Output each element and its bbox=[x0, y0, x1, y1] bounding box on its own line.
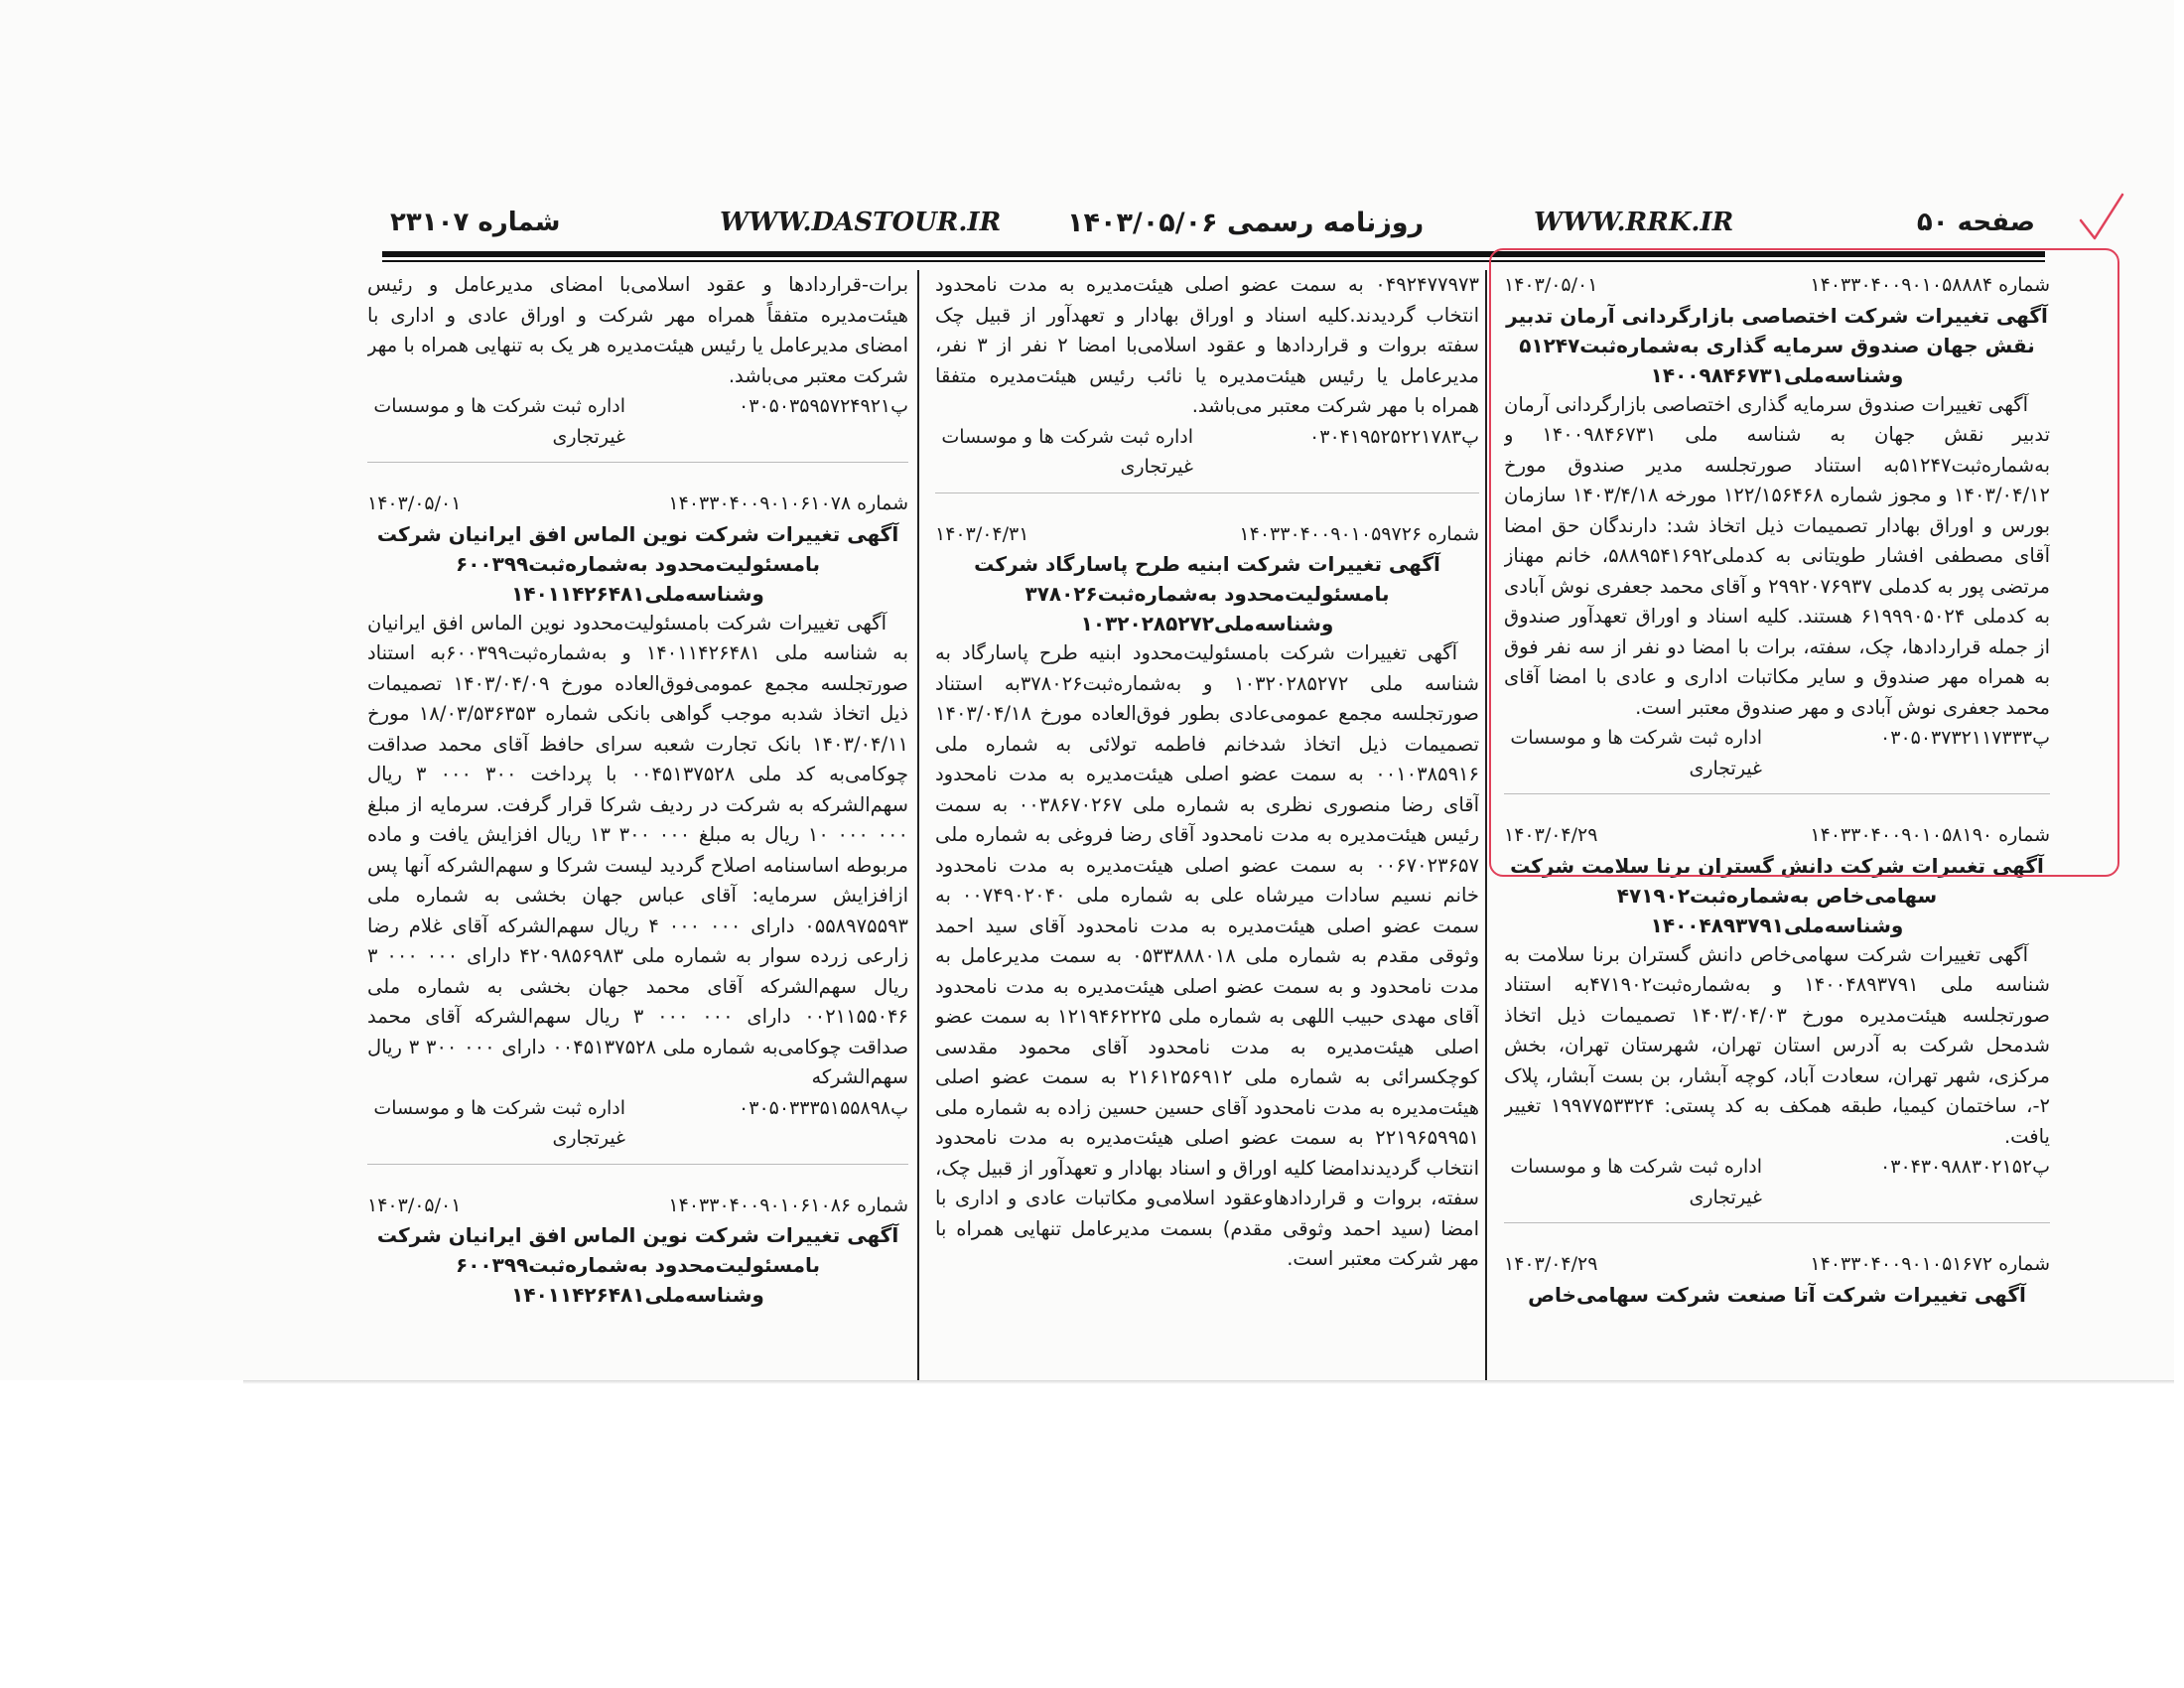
notice-divider bbox=[1504, 1222, 2050, 1223]
page-number: صفحه ۵۰ bbox=[1916, 208, 2035, 237]
notice-number: شماره ۱۴۰۳۳۰۴۰۰۹۰۱۰۶۱۰۸۶ bbox=[668, 1194, 908, 1216]
notice bbox=[1504, 1249, 2050, 1310]
notice-reference: پ۰۳۰۴۳۰۹۸۸۳۰۲۱۵۲ bbox=[1880, 1156, 2050, 1178]
notice bbox=[367, 1191, 908, 1311]
notice-date: ۱۴۰۳/۰۵/۰۱ bbox=[367, 492, 462, 514]
notice-footer bbox=[367, 1093, 908, 1154]
notice-body: آگهی تغییرات صندوق سرمایه گذاری اختصاصی بازارگردانی آرمان تدبیر نقش جهان به شناسه ملی ۱۴۰۰۹۸۴۶۷۳۱ و به‌شماره‌ثبت۵۱۲۴۷به استناد صورتجلسه مدیر صندوق مورخ ۱۴۰۳/۰۴/۱۲ و مجوز شماره ۱۲۲/۱۵۶۴۶۸ مورخه ۱۴۰۳/۴/۱۸ سازمان بورس و اوراق بهادار تصمیمات ذیل اتخاذ شد: دارندگان حق امضا آقای مصطفی افشار طویتانی به کدملی۵۸۸۹۵۴۱۶۹۲، خانم مهناز مرتضی پور به کدملی ۲۹۹۲۰۷۶۹۳۷ و آقای محمد جعفری نوش آبادی به کدملی ۶۱۹۹۹۰۵۰۲۴ هستند. کلیه اسناد و اوراق تعهدآور صندوق از جمله قراردادها، چک، سفته، برات با امضا دو نفر از سه نفر فوق به همراه مهر صندوق و سایر مکاتبات اداری و عادی با امضا آقای محمد جعفری نوش آبادی و مهر صندوق معتبر است. bbox=[1504, 392, 2050, 719]
notice-date: ۱۴۰۳/۰۵/۰۱ bbox=[367, 1194, 462, 1216]
notice-title: آگهی تغییرات شرکت اختصاصی بازارگردانی آرمان تدبیر نقش جهان صندوق سرمایه گذاری به‌شماره‌ثبت۵۱۲۴۷ وشناسه‌ملی۱۴۰۰۹۸۴۶۷۳۱ bbox=[1506, 303, 2048, 387]
notice-date: ۱۴۰۳/۰۵/۰۱ bbox=[1504, 274, 1598, 296]
notice-reference: پ۰۳۰۵۰۳۷۳۲۱۱۷۳۳۳ bbox=[1880, 727, 2050, 749]
newspaper-title: روزنامه رسمی ۱۴۰۳/۰۵/۰۶ bbox=[1067, 208, 1425, 238]
scan-edge bbox=[243, 1380, 2174, 1384]
notice-issuer: اداره ثبت شرکت ها و موسسات غیرتجاری bbox=[373, 395, 625, 448]
notice-number: شماره ۱۴۰۳۳۰۴۰۰۹۰۱۰۵۹۷۲۶ bbox=[1239, 522, 1479, 545]
notice-title: آگهی تغییرات شرکت ابنیه طرح پاسارگاد شرکت بامسئولیت‌محدود به‌شماره‌ثبت۳۷۸۰۲۶ وشناسه‌ملی۱۰۳۲۰۲۸۵۲۷۲ bbox=[974, 552, 1440, 635]
notice-divider bbox=[367, 1164, 908, 1165]
notice-reference: پ۰۳۰۴۱۹۵۲۵۲۲۱۷۸۳ bbox=[1309, 425, 1479, 448]
notice-date: ۱۴۰۳/۰۴/۲۹ bbox=[1504, 1253, 1598, 1275]
notice-body: برات-قراردادها و عقود اسلامی‌با امضای مدیرعامل و رئیس هیئت‌مدیره متفقاً همراه مهر شرکت و اوراق عادی و اداری با امضای مدیرعامل یا رئیس هیئت‌مدیره هر یک به تنهایی همراه با مهر شرکت معتبر می‌باشد. bbox=[367, 273, 908, 387]
notice-number: شماره ۱۴۰۳۳۰۴۰۰۹۰۱۰۵۱۶۷۲ bbox=[1810, 1253, 2050, 1275]
notice-reference: پ۰۳۰۵۰۳۵۹۵۷۲۴۹۲۱ bbox=[739, 395, 908, 417]
notice-issuer: اداره ثبت شرکت ها و موسسات غیرتجاری bbox=[941, 425, 1193, 478]
notice-title: آگهی تغییرات شرکت نوین الماس افق ایرانیان شرکت بامسئولیت‌محدود به‌شماره‌ثبت۶۰۰۳۹۹ وشناسه‌ملی۱۴۰۱۱۴۲۶۴۸۱ bbox=[376, 521, 899, 606]
check-mark-icon bbox=[2077, 191, 2126, 242]
notice-meta bbox=[1504, 1249, 2050, 1280]
notice-number: شماره ۱۴۰۳۳۰۴۰۰۹۰۱۰۵۸۱۹۰ bbox=[1810, 824, 2050, 846]
notice-meta bbox=[935, 519, 1479, 550]
notice-body: آگهی تغییرات شرکت بامسئولیت‌محدود ابنیه طرح پاسارگاد به شناسه ملی ۱۰۳۲۰۲۸۵۲۷۲ و به‌شماره‌ثبت۳۷۸۰۲۶به استناد صورتجلسه مجمع عمومی‌عادی بطور فوق‌العاده مورخ ۱۴۰۳/۰۴/۱۸ تصمیمات ذیل اتخاذ شدخانم فاطمه تولائی به شماره ملی ۰۰۱۰۳۸۵۹۱۶ به سمت عضو اصلی هیئت‌مدیره به مدت نامحدود آقای رضا منصوری نظری به شماره ملی ۰۰۳۸۶۷۰۲۶۷ به سمت رئیس هیئت‌مدیره به مدت نامحدود آقای رضا فروغی به شماره ملی ۰۰۶۷۰۲۳۶۵۷ به سمت عضو اصلی هیئت‌مدیره به مدت نامحدود خانم نسیم سادات میرشاه علی به شماره ملی ۰۰۷۴۹۰۲۰۴۰ به سمت عضو اصلی هیئت‌مدیره به مدت نامحدود آقای سید احمد وثوقی مقدم به شماره ملی ۰۵۳۳۸۸۸۰۱۸ به سمت مدیرعامل به مدت نامحدود و به سمت عضو اصلی هیئت‌مدیره به مدت نامحدود آقای مهدی حبیب اللهی به شماره ملی ۱۲۱۹۴۶۲۲۲۵ به سمت عضو اصلی هیئت‌مدیره به مدت نامحدود آقای محمود مقدسی کوچکسرائی به شماره ملی ۲۱۶۱۲۵۶۹۱۲ به سمت عضو اصلی هیئت‌مدیره به مدت نامحدود آقای حسین حسین زاده به شماره ملی ۲۲۱۹۶۵۹۹۵۱ به سمت عضو اصلی هیئت‌مدیره به مدت نامحدود انتخاب گردیدندامضا کلیه اوراق و اسناد بهادار و تعهدآور از قبیل چک، سفته، بروات و قراردادهاوعقود اسلامی‌و مکاتبات عادی و اداری با امضا (سید احمد وثوقی مقدم) بسمت مدیرعامل تنهایی همراه با مهر شرکت معتبر است. bbox=[935, 641, 1479, 1270]
website-rrk[interactable]: WWW.RRK.IR bbox=[1534, 208, 1734, 237]
notice bbox=[367, 270, 908, 463]
notice-body: ۰۴۹۲۴۷۷۹۷۳ به سمت عضو اصلی هیئت‌مدیره به مدت نامحدود انتخاب گردیدند.کلیه اسناد و اوراق بهادار و تعهدآور از قبیل چک سفته بروات و قراردادها و عقود اسلامی‌با امضا ۲ نفر از ۳ نفر، مدیرعامل یا رئیس هیئت‌مدیره یا نائب رئیس هیئت‌مدیره متفقا همراه با مهر شرکت معتبر می‌باشد. bbox=[935, 273, 1479, 417]
notice-body: آگهی تغییرات شرکت سهامی‌خاص دانش گستران برنا سلامت به شناسه ملی ۱۴۰۰۴۸۹۳۷۹۱ و به‌شماره‌ثبت۴۷۱۹۰۲به استناد صورتجلسه هیئت‌مدیره مورخ ۱۴۰۳/۰۴/۰۳ تصمیمات ذیل اتخاذ شدمحل شرکت به آدرس استان تهران، شهرستان تهران، بخش مرکزی، شهر تهران، سعادت آباد، کوچه آبشار، بن بست آبشار، پلاک ۲-، ساختمان کیمیا، طبقه همکف به کد پستی: ۱۹۹۷۷۵۳۳۲۴ تغییر یافت. bbox=[1504, 942, 2050, 1148]
notice-reference: پ۰۳۰۵۰۳۳۳۵۱۵۵۸۹۸ bbox=[739, 1096, 908, 1119]
notice-issuer: اداره ثبت شرکت ها و موسسات غیرتجاری bbox=[1510, 727, 1762, 779]
notice bbox=[1504, 820, 2050, 1223]
notice-issuer: اداره ثبت شرکت ها و موسسات غیرتجاری bbox=[1510, 1156, 1762, 1208]
column-divider-right bbox=[1485, 270, 1487, 1380]
notice-footer bbox=[1504, 1152, 2050, 1212]
notice-footer bbox=[935, 422, 1479, 483]
notice bbox=[935, 270, 1479, 493]
notice-meta bbox=[367, 1191, 908, 1221]
notice-meta bbox=[367, 489, 908, 519]
notice-number: شماره ۱۴۰۳۳۰۴۰۰۹۰۱۰۶۱۰۷۸ bbox=[668, 492, 908, 514]
notice-footer bbox=[367, 391, 908, 452]
notice-divider bbox=[935, 492, 1479, 493]
notice-date: ۱۴۰۳/۰۴/۳۱ bbox=[935, 522, 1029, 545]
highlight-box bbox=[1489, 248, 2119, 877]
notice-title: آگهی تغییرات شرکت آتا صنعت شرکت سهامی‌خاص bbox=[1528, 1282, 2026, 1307]
notice-number: شماره ۱۴۰۳۳۰۴۰۰۹۰۱۰۵۸۸۸۴ bbox=[1810, 274, 2050, 296]
notice-body: آگهی تغییرات شرکت بامسئولیت‌محدود نوین الماس افق ایرانیان به شناسه ملی ۱۴۰۱۱۴۲۶۴۸۱ و به‌شماره‌ثبت۶۰۰۳۹۹به استناد صورتجلسه مجمع عمومی‌فوق‌العاده مورخ ۱۴۰۳/۰۴/۰۹ تصمیمات ذیل اتخاذ شدبه موجب گواهی بانکی شماره ۱۸/۰۳/۵۳۶۳۵۳ مورخ ۱۴۰۳/۰۴/۱۱ بانک تجارت شعبه سرای حافظ آقای محمد صداقت چوکامی‌به کد ملی ۰۰۴۵۱۳۷۵۲۸ با پرداخت ۳۰۰ ۰۰۰ ۳ ریال سهم‌الشرکه به شرکت در ردیف شرکا قرار گرفت. سرمایه از مبلغ ۰۰۰ ۰۰۰ ۱۰ ریال به مبلغ ۰۰۰ ۳۰۰ ۱۳ ریال افزایش یافت و ماده مربوطه اساسنامه اصلاح گردید لیست شرکا و سهم‌الشرکه آنها پس ازافزایش سرمایه: آقای عباس جهان بخشی به شماره ملی ۰۵۵۸۹۷۵۵۹۳ دارای ۰۰۰ ۰۰۰ ۴ ریال سهم‌الشرکه آقای غلام رضا زارعی زرده سوار به شماره ملی ۴۲۰۹۸۵۶۹۸۳ دارای ۰۰۰ ۰۰۰ ۳ ریال سهم‌الشرکه آقای محمد جهان بخشی به شماره ملی ۰۰۲۱۱۵۵۰۴۶ دارای ۰۰۰ ۰۰۰ ۳ ریال سهم‌الشرکه آقای محمد صداقت چوکامی‌به شماره ملی ۰۰۴۵۱۳۷۵۲۸ دارای ۰۰۰ ۳۰۰ ۳ ریال سهم‌الشرکه bbox=[367, 611, 908, 1088]
issue-number: شماره ۲۳۱۰۷ bbox=[390, 208, 561, 237]
notice-title: آگهی تغییرات شرکت دانش گستران برنا سلامت شرکت سهامی‌خاص به‌شماره‌ثبت۴۷۱۹۰۲ وشناسه‌ملی۱۴۰۰۴۸۹۳۷۹۱ bbox=[1510, 853, 2044, 937]
notice bbox=[367, 489, 908, 1165]
column-middle bbox=[935, 270, 1479, 1380]
notice bbox=[935, 519, 1479, 1275]
notice-divider bbox=[367, 462, 908, 463]
column-divider-left bbox=[917, 270, 919, 1380]
notice-issuer: اداره ثبت شرکت ها و موسسات غیرتجاری bbox=[373, 1096, 625, 1149]
website-dastour[interactable]: WWW.DASTOUR.IR bbox=[720, 208, 1002, 237]
notice-title: آگهی تغییرات شرکت نوین الماس افق ایرانیان شرکت بامسئولیت‌محدود به‌شماره‌ثبت۶۰۰۳۹۹ وشناسه‌ملی۱۴۰۱۱۴۲۶۴۸۱ bbox=[376, 1223, 899, 1307]
notice-date: ۱۴۰۳/۰۴/۲۹ bbox=[1504, 824, 1598, 846]
column-left bbox=[367, 270, 908, 1380]
page-header bbox=[382, 204, 2045, 249]
